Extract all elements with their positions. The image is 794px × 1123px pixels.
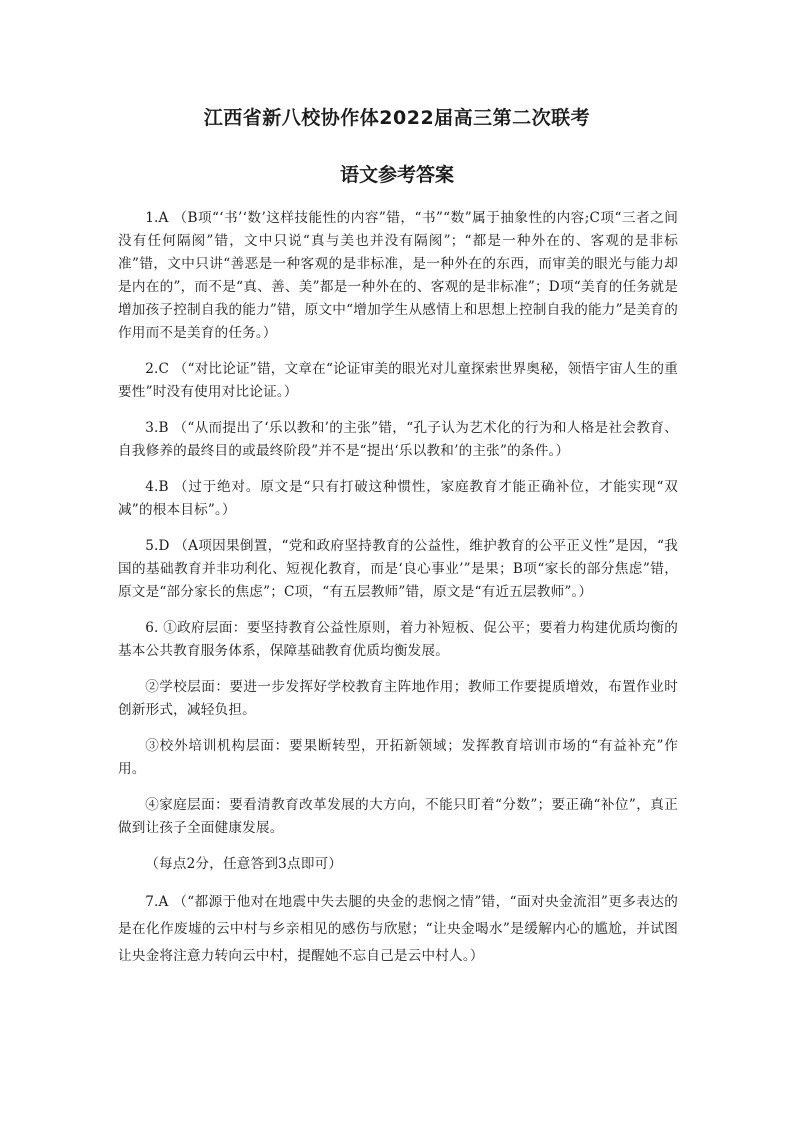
answer-item-6-training: ③校外培训机构层面：要果断转型，开拓新领域；发挥教育培训市场的“有益补充”作用。 (118, 738, 678, 777)
scoring-note: （每点2分，任意答到3点即可） (145, 856, 343, 872)
document-subtitle: 语文参考答案 (339, 164, 454, 186)
answer-item-6-family: ④家庭层面：要看清教育改革发展的大方向，不能只盯着“分数”；要正确“补位”，真正做到让孩子全面健康发展。 (118, 797, 678, 836)
answer-item-4: 4.B （过于绝对。原文是“只有打破这种惯性，家庭教育才能正确补位，才能实现“双减”的根本目标”。） (118, 479, 678, 518)
answer-item-2: 2.C （“对比论证”错，文章在“论证审美的眼光对儿童探索世界奥秘，领悟宇宙人生的重要性”时没有使用对比论证。） (118, 361, 678, 400)
answer-item-5: 5.D （A项因果倒置，“党和政府坚持教育的公益性，维护教育的公平正义性”是因，“我国的基础教育并非功利化、短视化教育，而是‘良心事业’”是果；B项“家长的部分焦虑”错，原文是“部分家长的焦虑”；C项，“有五层教师”错，原文是“有近五层教师”。） (118, 538, 678, 600)
document-title: 江西省新八校协作体2022届高三第二次联考 (203, 107, 591, 129)
answer-item-1: 1.A （B项“‘书’‘数’这样技能性的内容”错，“书”“数”属于抽象性的内容;C项“三者之间没有任何隔阂”错，文中只说“真与美也并没有隔阂”；“都是一种外在的、客观的是非标准”错，文中只讲“善恶是一种客观的是非标准，是一种外在的东西，而审美的眼光与能力却是内在的”，而不是“真、善、美”都是一种外在的、客观的是非标准”；D项“美育的任务就是增加孩子控制自我的能力”错，原文中“增加学生从感情上和思想上控制自我的能力”是美育的作用而不是美育的任务。） (118, 210, 678, 341)
answer-list (118, 207, 678, 983)
answer-item-7: 7.A （“都源于他对在地震中失去腿的央金的悲悯之情”错，“面对央金流泪”更多表达的是在化作废墟的云中村与乡亲相见的感伤与欣慰；“让央金喝水”是缓解内心的尴尬，并试图让央金将注意力转向云中村，提醒她不忘自己是云中村人。） (118, 894, 678, 964)
answer-item-3: 3.B （“从而提出了‘乐以教和’的主张”错，“孔子认为艺术化的行为和人格是社会教育、自我修养的最终目的或最终阶段”并不是“提出‘乐以教和’的主张”的条件。） (118, 420, 678, 459)
answer-item-6-school: ②学校层面：要进一步发挥好学校教育主阵地作用；教师工作要提质增效，布置作业时创新形式，减轻负担。 (118, 679, 678, 718)
answer-item-6-government: 6. ①政府层面：要坚持教育公益性原则，着力补短板、促公平；要着力构建优质均衡的基本公共教育服务体系，保障基础教育优质均衡发展。 (118, 620, 678, 659)
